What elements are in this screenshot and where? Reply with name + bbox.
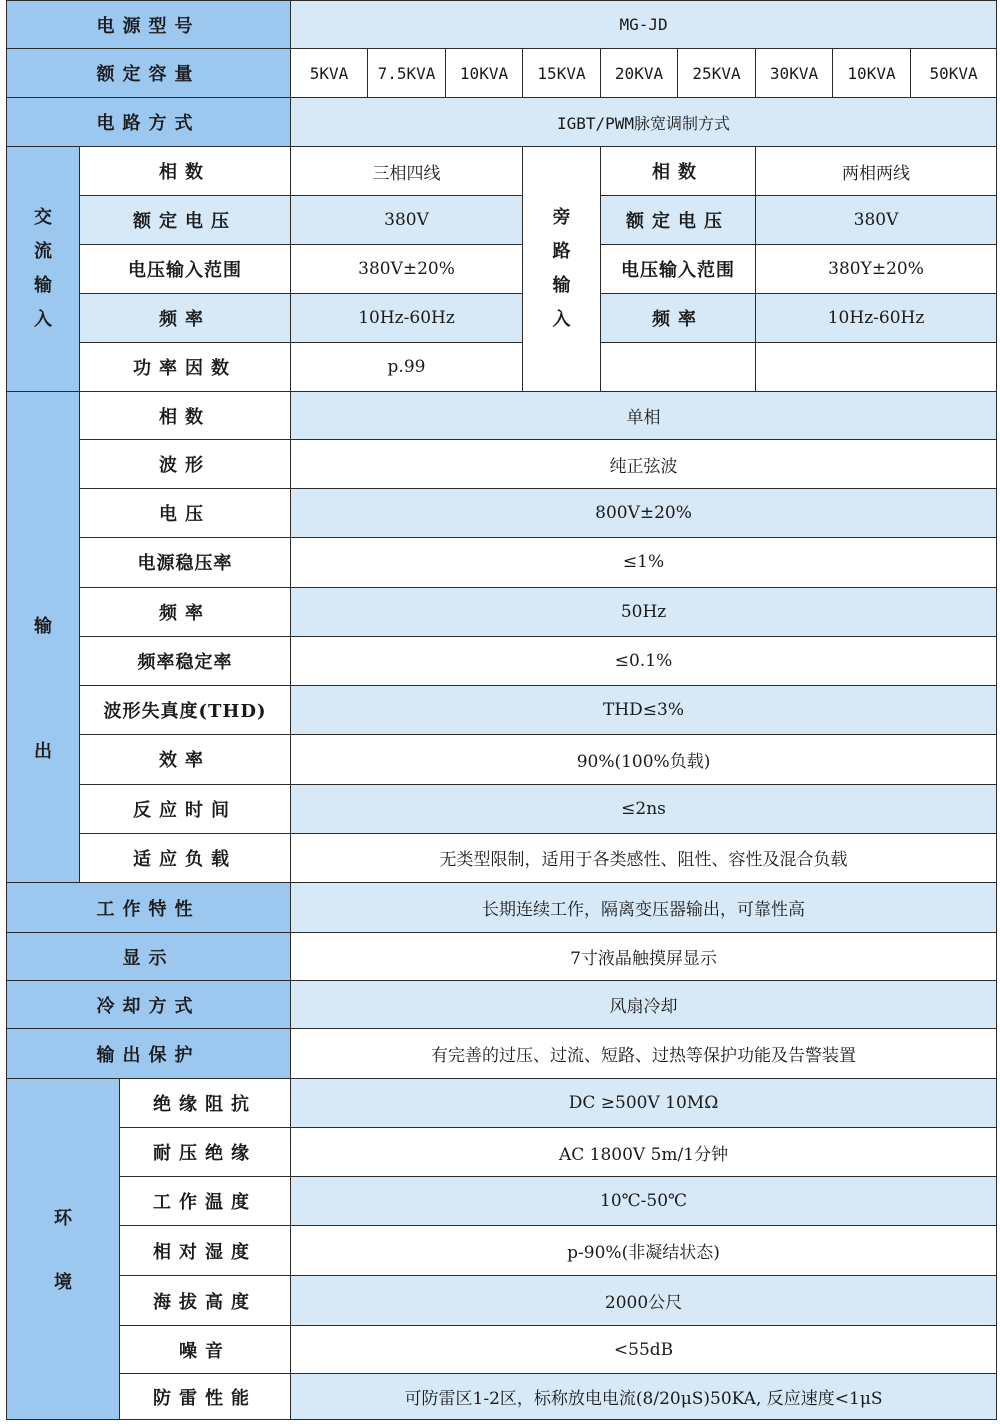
output-value: 50Hz [291,587,997,636]
environment-label: 工作温度 [120,1177,291,1226]
bypass-empty-cell [601,343,756,392]
row-output-5 [7,587,997,636]
row-circuit [7,98,997,147]
spec-table [6,0,997,1420]
capacity-label: 额定容量 [7,49,291,98]
bypass-input-label: 电压输入范围 [601,245,756,294]
capacity-value: 20KVA [601,49,678,98]
environment-label: 耐压绝缘 [120,1128,291,1177]
capacity-value: 10KVA [833,49,911,98]
circuit-value: IGBT/PWM脉宽调制方式 [291,98,997,147]
bypass-input-group-label: 旁 路 输 入 [523,147,601,392]
environment-value: <55dB [291,1326,997,1374]
output-value: ≤1% [291,537,997,587]
capacity-value: 7.5KVA [368,49,446,98]
feature-label: 显示 [7,933,291,981]
ac-input-label: 相数 [80,147,291,196]
capacity-value: 50KVA [911,49,997,98]
output-label: 效率 [80,735,291,784]
row-env-1 [7,1079,997,1128]
ac-input-value: 10Hz-60Hz [291,294,523,343]
ac-input-value: p.99 [291,343,523,392]
capacity-value: 5KVA [291,49,368,98]
row-env-2 [7,1128,997,1177]
environment-value: 2000公尺 [291,1276,997,1326]
feature-label: 冷却方式 [7,981,291,1029]
row-ac-input-4 [7,294,997,343]
environment-value: 10℃-50℃ [291,1177,997,1226]
output-value: 单相 [291,392,997,440]
output-label: 频率稳定率 [80,636,291,685]
ac-input-value: 三相四线 [291,147,523,196]
row-model [7,1,997,49]
bypass-input-label: 相数 [601,147,756,196]
output-label: 反应时间 [80,784,291,833]
row-ac-input-1 [7,147,997,196]
output-label: 适应负载 [80,833,291,882]
row-env-3 [7,1177,997,1226]
row-env-4 [7,1226,997,1276]
feature-value: 7寸液晶触摸屏显示 [291,933,997,981]
ac-input-value: 380V [291,196,523,245]
output-value: ≤0.1% [291,636,997,685]
bypass-input-value: 380Y±20% [756,245,997,294]
circuit-label: 电路方式 [7,98,291,147]
capacity-value: 25KVA [678,49,756,98]
row-ac-input-5 [7,343,997,392]
bypass-input-value: 10Hz-60Hz [756,294,997,343]
row-output-3 [7,489,997,537]
row-capacity [7,49,997,98]
output-value: 无类型限制，适用于各类感性、阻性、容性及混合负载 [291,833,997,882]
feature-value: 有完善的过压、过流、短路、过热等保护功能及告警装置 [291,1029,997,1079]
feature-label: 输出保护 [7,1029,291,1079]
output-label: 电源稳压率 [80,537,291,587]
ac-input-group-label: 交 流 输 入 [7,147,80,392]
row-output-4 [7,537,997,587]
bypass-input-value: 两相两线 [756,147,997,196]
ac-input-label: 频率 [80,294,291,343]
bypass-empty-cell [756,343,997,392]
row-env-7 [7,1374,997,1420]
model-label: 电源型号 [7,1,291,49]
row-env-6 [7,1326,997,1374]
bypass-input-value: 380V [756,196,997,245]
environment-value: 可防雷区1-2区，标称放电电流(8/20μS)50KA, 反应速度<1μS [291,1374,997,1420]
bypass-input-label: 额定电压 [601,196,756,245]
output-label: 相数 [80,392,291,440]
row-env-5 [7,1276,997,1326]
output-label: 波形 [80,440,291,489]
environment-label: 相对湿度 [120,1226,291,1276]
row-feature-1 [7,883,997,933]
ac-input-label: 额定电压 [80,196,291,245]
ac-input-value: 380V±20% [291,245,523,294]
output-label: 电压 [80,489,291,537]
row-ac-input-3 [7,245,997,294]
environment-label: 海拔高度 [120,1276,291,1326]
output-group-label: 输 出 [7,392,80,883]
row-output-8 [7,735,997,784]
output-value: THD≤3% [291,686,997,735]
environment-group-label: 环 境 [7,1079,120,1420]
capacity-value: 10KVA [446,49,523,98]
capacity-value: 30KVA [756,49,833,98]
feature-value: 风扇冷却 [291,981,997,1029]
environment-label: 绝缘阻抗 [120,1079,291,1128]
environment-value: DC ≥500V 10MΩ [291,1079,997,1128]
row-ac-input-2 [7,196,997,245]
row-output-9 [7,784,997,833]
output-value: 800V±20% [291,489,997,537]
row-output-7 [7,686,997,735]
environment-label: 防雷性能 [120,1374,291,1420]
feature-label: 工作特性 [7,883,291,933]
row-feature-3 [7,981,997,1029]
row-feature-2 [7,933,997,981]
feature-value: 长期连续工作，隔离变压器输出，可靠性高 [291,883,997,933]
environment-label: 噪音 [120,1326,291,1374]
row-output-2 [7,440,997,489]
output-label: 频率 [80,587,291,636]
output-value: 纯正弦波 [291,440,997,489]
output-label: 波形失真度(THD) [80,686,291,735]
row-output-6 [7,636,997,685]
row-feature-4 [7,1029,997,1079]
output-value: ≤2ns [291,784,997,833]
model-value: MG-JD [291,1,997,49]
row-output-1 [7,392,997,440]
environment-value: AC 1800V 5m/1分钟 [291,1128,997,1177]
bypass-input-label: 频率 [601,294,756,343]
environment-value: p-90%(非凝结状态) [291,1226,997,1276]
ac-input-label: 功率因数 [80,343,291,392]
row-output-10 [7,833,997,882]
capacity-value: 15KVA [523,49,601,98]
output-value: 90%(100%负载) [291,735,997,784]
ac-input-label: 电压输入范围 [80,245,291,294]
